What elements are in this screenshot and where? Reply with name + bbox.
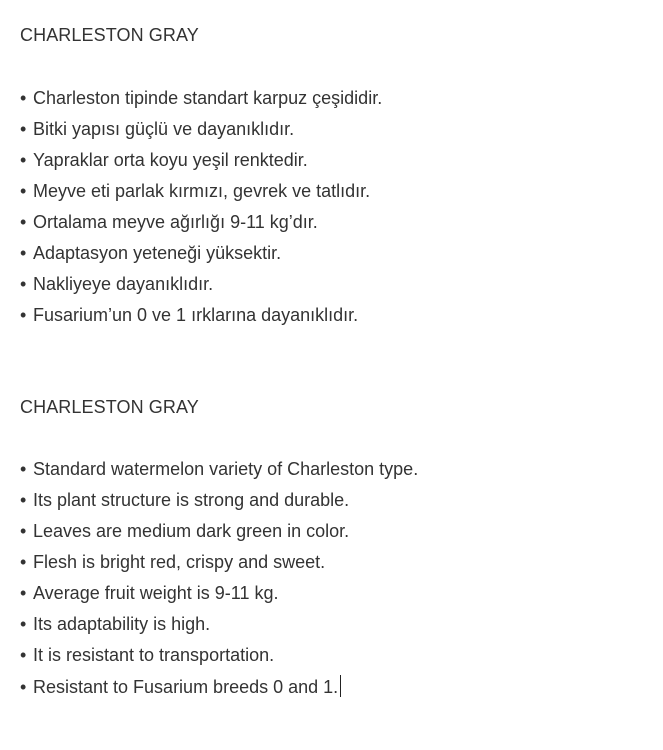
bullet: •: [20, 583, 27, 603]
list-item-text: Meyve eti parlak kırmızı, gevrek ve tatlıdır.: [33, 181, 371, 201]
list-item: [20, 211, 382, 242]
list-item-text: Standard watermelon variety of Charleston type.: [33, 459, 419, 479]
list-item: [20, 458, 418, 489]
bullet: •: [20, 150, 27, 170]
list-item-text: Bitki yapısı güçlü ve dayanıklıdır.: [33, 119, 295, 139]
list-item: [20, 180, 382, 211]
bullet: •: [20, 521, 27, 541]
bullet: •: [20, 459, 27, 479]
section-title-turkish: CHARLESTON GRAY: [20, 25, 199, 45]
list-item: [20, 489, 418, 520]
list-item: [20, 613, 418, 644]
bullet: •: [20, 552, 27, 572]
text-cursor: [340, 675, 341, 697]
list-item: [20, 87, 382, 118]
list-item-text: Its adaptability is high.: [33, 614, 211, 634]
list-item-text: Its plant structure is strong and durable.: [33, 490, 350, 510]
section-title-english: CHARLESTON GRAY: [20, 397, 199, 417]
bullet: •: [20, 212, 27, 232]
list-item: [20, 520, 418, 551]
bullet: •: [20, 274, 27, 294]
list-item-text: Flesh is bright red, crispy and sweet.: [33, 552, 326, 572]
feature-list-english: [20, 458, 418, 706]
list-item-text: It is resistant to transportation.: [33, 645, 275, 665]
bullet: •: [20, 119, 27, 139]
bullet: •: [20, 490, 27, 510]
list-item-text: Nakliyeye dayanıklıdır.: [33, 274, 214, 294]
bullet: •: [20, 181, 27, 201]
list-item: [20, 582, 418, 613]
list-item-text: Resistant to Fusarium breeds 0 and 1.: [33, 677, 339, 697]
list-item: [20, 273, 382, 304]
list-item-text: Average fruit weight is 9-11 kg.: [33, 583, 279, 603]
bullet: •: [20, 645, 27, 665]
list-item: [20, 551, 418, 582]
list-item-text: Leaves are medium dark green in color.: [33, 521, 350, 541]
list-item: [20, 644, 418, 675]
list-item: [20, 304, 382, 335]
bullet: •: [20, 677, 27, 697]
bullet: •: [20, 243, 27, 263]
list-item: [20, 675, 418, 706]
list-item: [20, 118, 382, 149]
bullet: •: [20, 614, 27, 634]
list-item-text: Ortalama meyve ağırlığı 9-11 kg’dır.: [33, 212, 318, 232]
feature-list-turkish: [20, 87, 382, 335]
list-item: [20, 242, 382, 273]
bullet: •: [20, 305, 27, 325]
list-item-text: Charleston tipinde standart karpuz çeşididir.: [33, 88, 383, 108]
list-item: [20, 149, 382, 180]
bullet: •: [20, 88, 27, 108]
list-item-text: Fusarium’un 0 ve 1 ırklarına dayanıklıdır.: [33, 305, 359, 325]
list-item-text: Yapraklar orta koyu yeşil renktedir.: [33, 150, 308, 170]
list-item-text: Adaptasyon yeteneği yüksektir.: [33, 243, 282, 263]
